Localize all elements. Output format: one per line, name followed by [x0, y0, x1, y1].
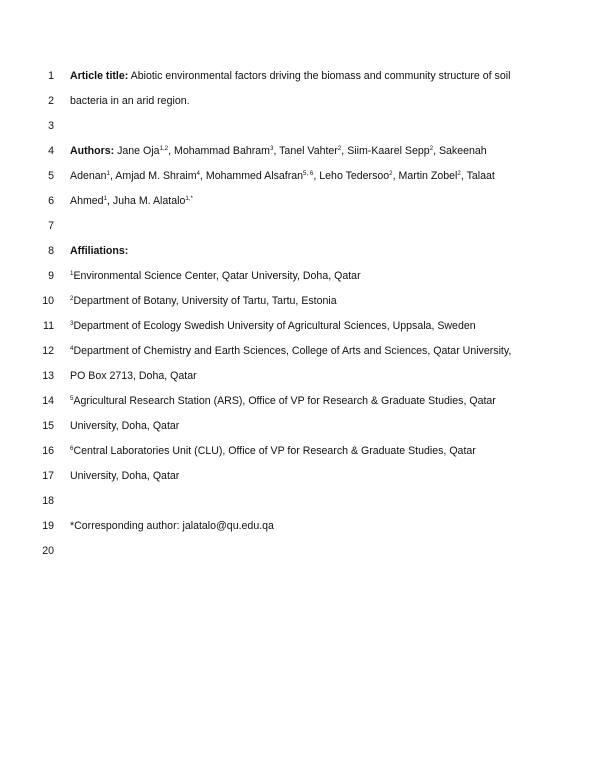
line-12	[0, 341, 600, 361]
article-title-line-2: bacteria in an arid region.	[70, 95, 190, 107]
line-8	[0, 241, 600, 261]
authors-line-1: Authors: Jane Oja$^{1,2}$, Mohammad Bahram$^3$, Tanel Vahter$^2$, Siim-Kaarel Sepp$^2$, Sakeenah	[70, 145, 487, 157]
authors-line-2: Adenan$^1$, Amjad M. Shraim$^4$, Mohammed Alsafran$^{5, 6}$, Leho Tedersoo$^2$, Martin Zobel$^2$, Talaat	[70, 170, 495, 182]
line-number: 9	[48, 270, 54, 282]
line-number: 1	[48, 70, 54, 82]
line-7	[0, 216, 600, 236]
affiliation-3	[70, 316, 476, 336]
line-number: 8	[48, 245, 54, 257]
affiliation-sup: 1	[70, 270, 74, 277]
corresponding-author: *Corresponding author: jalatalo@qu.edu.qa	[70, 520, 274, 532]
affiliation-4-cont: PO Box 2713, Doha, Qatar	[70, 370, 197, 382]
line-6	[0, 191, 600, 211]
affiliation-sup: 6	[70, 445, 74, 452]
author-name-part: Adenan	[70, 170, 107, 182]
author-sup: 3	[269, 145, 274, 152]
line-15	[0, 416, 600, 436]
affiliation-2	[70, 291, 337, 311]
affiliation-1	[70, 266, 361, 286]
line-number: 18	[42, 495, 54, 507]
author-name: Mohammad Bahram	[174, 145, 270, 157]
line-number: 16	[42, 445, 54, 457]
affiliation-sup: 3	[70, 320, 74, 327]
author-name: Martin Zobel	[398, 170, 458, 182]
line-number: 10	[42, 295, 54, 307]
affiliation-sup: 4	[70, 345, 74, 352]
affiliation-4	[70, 341, 511, 361]
authors-line-3: Ahmed$^1$, Juha M. Alatalo$^{1,*}$	[70, 195, 193, 207]
line-number: 7	[48, 220, 54, 232]
author-name: Tanel Vahter	[279, 145, 338, 157]
author-sup: 2	[429, 145, 434, 152]
line-number: 2	[48, 95, 54, 107]
line-number: 14	[42, 395, 54, 407]
author-name: Amjad M. Shraim	[115, 170, 197, 182]
author-name-part: Sakeenah	[438, 145, 487, 157]
authors-label: Authors:	[70, 145, 115, 157]
line-2	[0, 91, 600, 111]
author-sup: 1	[103, 195, 108, 202]
author-name-part: Ahmed	[70, 195, 104, 207]
line-5	[0, 166, 600, 186]
author-sup: 1,*	[185, 195, 193, 202]
line-13	[0, 366, 600, 386]
line-number: 6	[48, 195, 54, 207]
author-name-part: Talaat	[466, 170, 495, 182]
author-sup: 2	[337, 145, 342, 152]
article-title-text: Abiotic environmental factors driving the biomass and community structure of soil	[130, 70, 511, 82]
author-name: Siim-Kaarel Sepp	[347, 145, 430, 157]
line-16	[0, 441, 600, 461]
article-title-label: Article title:	[70, 70, 129, 82]
line-20	[0, 541, 600, 561]
line-number: 11	[43, 320, 54, 332]
affiliation-text: Agricultural Research Station (ARS), Office of VP for Research & Graduate Studies, Qatar	[73, 395, 496, 407]
line-19	[0, 516, 600, 536]
affiliation-sup: 2	[70, 295, 74, 302]
author-sup: 5, 6	[303, 170, 314, 177]
affiliations-label: Affiliations:	[70, 245, 129, 257]
line-18	[0, 491, 600, 511]
line-1	[0, 66, 600, 86]
line-9	[0, 266, 600, 286]
affiliation-6	[70, 441, 476, 461]
affiliation-text: Environmental Science Center, Qatar University, Doha, Qatar	[73, 270, 361, 282]
line-11	[0, 316, 600, 336]
line-number: 15	[42, 420, 54, 432]
line-number: 12	[42, 345, 54, 357]
line-number: 13	[42, 370, 54, 382]
author-name: Juha M. Alatalo	[112, 195, 186, 207]
affiliation-6-cont: University, Doha, Qatar	[70, 470, 180, 482]
line-number: 5	[48, 170, 54, 182]
affiliation-sup: 5	[70, 395, 74, 402]
line-17	[0, 466, 600, 486]
affiliation-text: Central Laboratories Unit (CLU), Office of VP for Research & Graduate Studies, Qatar	[73, 445, 476, 457]
author-sup: 1	[106, 170, 110, 177]
affiliation-text: Department of Botany, University of Tartu, Tartu, Estonia	[73, 295, 337, 307]
author-sup: 2	[457, 170, 461, 177]
line-number: 3	[48, 120, 54, 132]
line-number: 19	[42, 520, 54, 532]
affiliation-text: Department of Chemistry and Earth Sciences, College of Arts and Sciences, Qatar University,	[73, 345, 512, 357]
author-name: Leho Tedersoo	[319, 170, 390, 182]
line-3	[0, 116, 600, 136]
author-sup: 4	[196, 170, 200, 177]
line-number: 17	[42, 470, 54, 482]
author-sup: 2	[389, 170, 393, 177]
author-name: Mohammed Alsafran	[205, 170, 304, 182]
affiliation-5	[70, 391, 496, 411]
author-name: Jane Oja	[117, 145, 160, 157]
article-title-line-1	[70, 66, 510, 86]
line-14	[0, 391, 600, 411]
affiliations-heading	[70, 241, 128, 261]
line-number: 4	[48, 145, 54, 157]
line-4	[0, 141, 600, 161]
affiliation-5-cont: University, Doha, Qatar	[70, 420, 180, 432]
affiliation-text: Department of Ecology Swedish University of Agricultural Sciences, Uppsala, Sweden	[73, 320, 476, 332]
line-number: 20	[42, 545, 54, 557]
author-sup: 1,2	[159, 145, 169, 152]
line-10	[0, 291, 600, 311]
